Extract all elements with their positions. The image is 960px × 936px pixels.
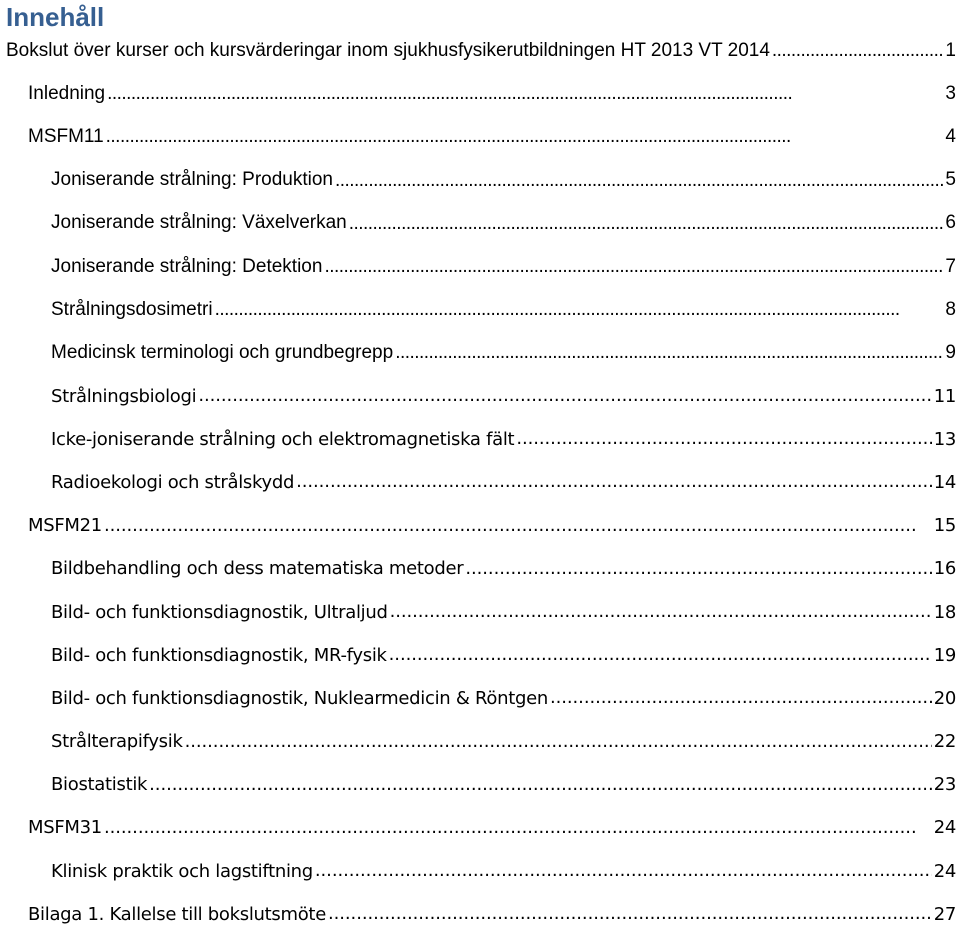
toc-entry-page-number: 14: [933, 471, 956, 493]
toc-entry[interactable]: [0, 677, 960, 720]
toc-title: Innehåll: [6, 2, 105, 32]
toc-entry[interactable]: [0, 504, 960, 547]
toc-entry[interactable]: [0, 763, 960, 806]
toc-entry-title: Biostatistik: [51, 774, 148, 796]
toc-entry-page-number: 16: [933, 558, 956, 580]
toc-entry[interactable]: [0, 115, 960, 158]
toc-entry-title: Bildbehandling och dess matematiska metoder: [51, 558, 464, 580]
toc-entry-page-number: 7: [945, 255, 956, 277]
toc-entry-title: Strålningsdosimetri: [51, 298, 213, 320]
toc-entry[interactable]: [0, 893, 960, 936]
toc-entry[interactable]: [0, 331, 960, 374]
toc-entry-title: Icke-joniserande strålning och elektromagnetiska fält: [51, 428, 515, 450]
toc-entry-page-number: 24: [933, 817, 956, 839]
dot-leader: [107, 84, 943, 103]
toc-entry-title: Joniserande strålning: Produktion: [51, 169, 334, 191]
toc-entry[interactable]: [0, 590, 960, 633]
dot-leader: [185, 733, 932, 751]
toc-entry[interactable]: [0, 806, 960, 849]
dot-leader: [315, 862, 932, 880]
toc-entry-page-number: 3: [945, 82, 956, 104]
toc-entry-title: Bokslut över kurser och kursvärderingar inom sjukhusfysikerutbildningen HT 2013 VT 2014: [6, 39, 770, 61]
toc-entry[interactable]: [0, 375, 960, 418]
toc-entry-title: Radioekologi och strålskydd: [51, 471, 295, 493]
toc-entry[interactable]: [0, 850, 960, 893]
toc-entry-page-number: 6: [945, 212, 956, 234]
dot-leader: [465, 560, 931, 578]
toc-entry-title: Klinisk praktik och lagstiftning: [51, 860, 313, 882]
toc-entry-title: Joniserande strålning: Detektion: [51, 255, 323, 277]
toc-entry-title: Strålningsbiologi: [51, 385, 197, 407]
dot-leader: [349, 214, 944, 233]
dot-leader: [335, 171, 943, 190]
toc-entry-title: Medicinsk terminologi och grundbegrepp: [51, 341, 394, 363]
toc-entry[interactable]: [0, 547, 960, 590]
dot-leader: [104, 819, 932, 837]
dot-leader: [516, 430, 931, 448]
dot-leader: [324, 257, 943, 276]
toc-entry[interactable]: [0, 418, 960, 461]
toc-entry[interactable]: [0, 245, 960, 288]
toc-entry[interactable]: [0, 72, 960, 115]
dot-leader: [389, 646, 932, 664]
toc-entry-title: MSFM21: [28, 515, 102, 537]
toc-entry[interactable]: [0, 634, 960, 677]
toc-entry[interactable]: [0, 461, 960, 504]
toc-entry-page-number: 1: [945, 39, 956, 61]
dot-leader: [296, 473, 932, 491]
toc-entry-title: Bild- och funktionsdiagnostik, Nuklearmedicin & Röntgen: [51, 687, 548, 709]
toc-entry[interactable]: [0, 288, 960, 331]
toc-entry-page-number: 18: [933, 601, 956, 623]
toc-entry-page-number: 4: [945, 125, 956, 147]
dot-leader: [198, 387, 931, 405]
dot-leader: [104, 517, 932, 535]
toc-entry-title: Strålterapifysik: [51, 731, 183, 753]
toc-entry-title: Inledning: [28, 82, 106, 104]
toc-entry-page-number: 27: [933, 903, 956, 925]
toc-entry-page-number: 8: [945, 298, 956, 320]
toc-entry-page-number: 13: [933, 428, 956, 450]
dot-leader: [772, 41, 944, 60]
toc-entry-title: Bilaga 1. Kallelse till bokslutsmöte: [28, 903, 326, 925]
toc-entry-page-number: 15: [933, 515, 956, 537]
toc-entry[interactable]: [0, 720, 960, 763]
toc-entry[interactable]: [0, 202, 960, 245]
toc-entry-page-number: 5: [945, 169, 956, 191]
toc-entry-page-number: 24: [933, 860, 956, 882]
dot-leader: [390, 603, 932, 621]
toc-list: [0, 29, 960, 936]
dot-leader: [106, 127, 944, 146]
toc-entry-title: MSFM11: [28, 125, 104, 147]
toc-entry-page-number: 22: [933, 731, 956, 753]
toc-entry-title: Bild- och funktionsdiagnostik, Ultraljud: [51, 601, 388, 623]
dot-leader: [550, 689, 932, 707]
dot-leader: [215, 300, 944, 319]
toc-entry[interactable]: [0, 159, 960, 202]
toc-entry-title: Joniserande strålning: Växelverkan: [51, 212, 347, 234]
toc-entry-page-number: 20: [933, 687, 956, 709]
dot-leader: [328, 905, 932, 923]
toc-entry-title: Bild- och funktionsdiagnostik, MR-fysik: [51, 644, 387, 666]
toc-entry-title: MSFM31: [28, 817, 102, 839]
toc-entry-page-number: 9: [945, 341, 956, 363]
toc-entry-page-number: 19: [933, 644, 956, 666]
toc-entry-page-number: 23: [933, 774, 956, 796]
dot-leader: [395, 343, 943, 362]
dot-leader: [149, 776, 932, 794]
toc-entry[interactable]: [0, 29, 960, 72]
toc-entry-page-number: 11: [933, 385, 956, 407]
